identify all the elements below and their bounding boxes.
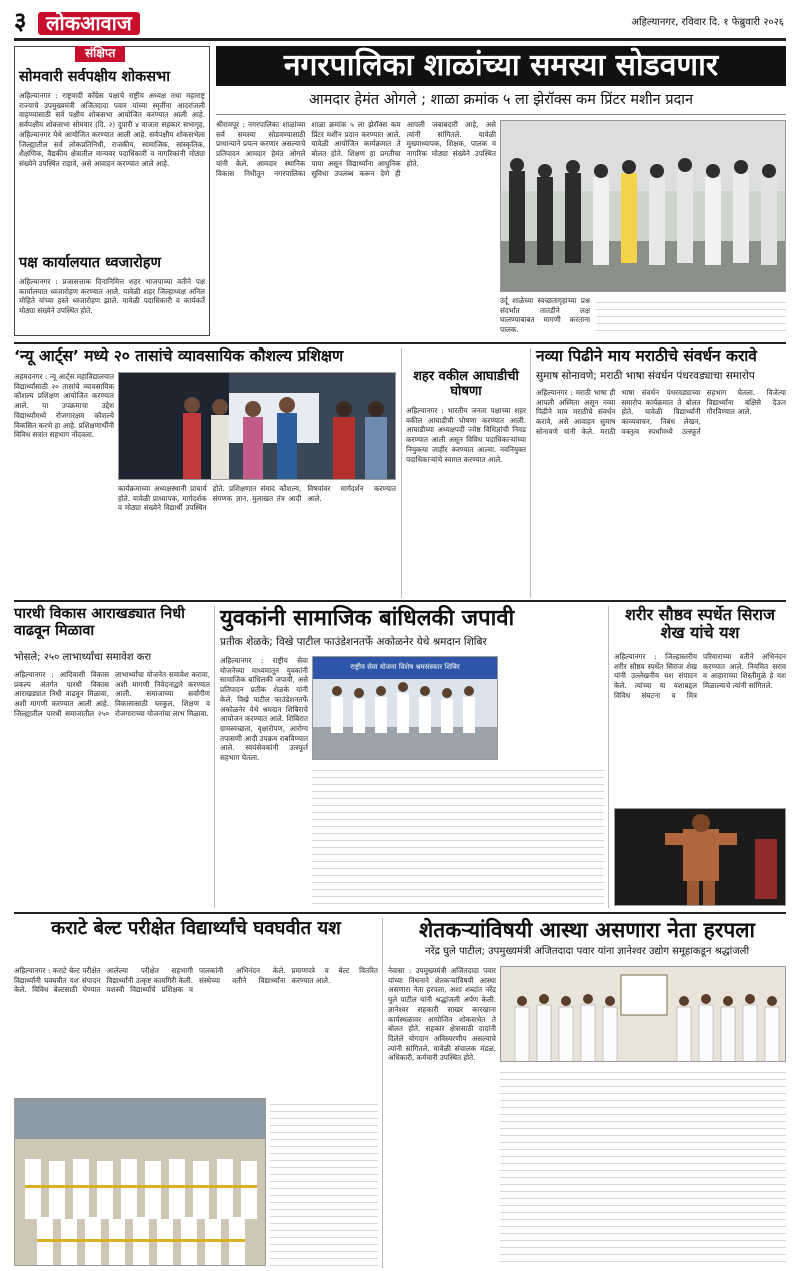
lawyer-headline: शहर वकील आघाडीची घोषणा: [413, 369, 519, 399]
bodybuilding-headline: शरीर सौष्ठव स्पर्धेत सिराज शेख यांचे यश: [625, 605, 775, 643]
skills-body-2: कार्यक्रमाच्या अध्यक्षस्थानी प्राचार्य होते. यावेळी प्राध्यापक, मार्गदर्शक व मोठ्या संख्येने विद्यार्थी उपस्थित होते. प्रशिक्षणात संवाद कौशल्य, संगणक ज्ञान, मुलाखत तंत्र आदी विषयांवर मार्गदर्शन करण्यात आले.: [118, 484, 396, 513]
marathi-subhead: सुमाष सोनावणे; मराठी भाषा संवर्धन पंधरवड्याचा समारोप: [536, 370, 755, 382]
bodybuilding-photo: [614, 808, 786, 906]
youth-body-2: [312, 764, 604, 906]
tribal-headline: पारधी विकास आराखड्यात निधी वाढवून मिळावा: [14, 606, 185, 639]
marathi-headline: नव्या पिढीने माय मराठीचे संवर्धन करावे: [536, 347, 757, 365]
skills-headline: ‘न्यू आर्ट्स’ मध्ये २० तासांचे व्यावसायिक कौशल्य प्रशिक्षण: [14, 347, 344, 365]
farmer-subhead: नरेंद्र घुले पाटील; उपमुख्यमंत्री अजितदादा पवार यांना ज्ञानेश्वर उद्योग समूहाकडून श्रद्धांजली: [424, 946, 750, 957]
masthead: [14, 4, 786, 38]
lead-photo: [500, 120, 786, 292]
youth-banner: राष्ट्रीय सेवा योजना विशेष श्रमसंस्कार शिबिर: [350, 663, 460, 671]
marathi-body: अहिल्यानगर : मराठी भाषा ही आपली अस्मिता असून नव्या पिढीने माय मराठीचे संवर्धन करावे, असे आवाहन सुमाष सोनावणे यांनी केले. मराठी भाषा संवर्धन पंधरवड्याच्या समारोप कार्यक्रमात ते बोलत होते. यावेळी विद्यार्थ्यांनी काव्यवाचन, निबंध लेखन, वक्तृत्व स्पर्धांमध्ये उत्स्फूर्त सहभाग घेतला. विजेत्या विद्यार्थ्यांना बक्षिसे देऊन गौरविण्यात आले.: [536, 388, 786, 436]
youth-body: अहिल्यानगर : राष्ट्रीय सेवा योजनेच्या माध्यमातून युवकांनी सामाजिक बांधिलकी जपावी, असे प्रतिपादन प्रतीक शेळके यांनी केले. विखे पाटील फाउंडेशनतर्फे अकोळनेर येथे श्रमदान शिबिराचे आयोजन करण्यात आले. शिबिरात ग्रामस्वच्छता, वृक्षारोपण, आरोग्य तपासणी आदी उपक्रम राबविण्यात आले. स्वयंसेवकांनी उत्स्फूर्त सहभाग घेतला.: [220, 656, 308, 763]
tribal-subhead: भोसले; २५० लाभार्थ्यांचा समावेश करा: [14, 652, 152, 663]
brief-headline-1: सोमवारी सर्वपक्षीय शोकसभा: [19, 69, 170, 85]
lead-body: श्रीरामपूर : नगरपालिका शाळांच्या सर्व समस्या सोडवण्यासाठी प्राधान्याने प्रयत्न करणार असल्याचे प्रतिपादन आमदार हेमंत ओगले यांनी केले. आमदार स्थानिक विकास निधीतून नगरपालिका शाळा क्रमांक ५ ला झेरॉक्स कम प्रिंटर मशीन प्रदान करण्यात आले. यावेळी आयोजित कार्यक्रमात ते बोलत होते. शिक्षण हा प्रगतीचा पाया असून विद्यार्थ्यांना आधुनिक सुविधा उपलब्ध करून देणे ही आपली जबाबदारी आहे, असे त्यांनी सांगितले. यावेळी मुख्याध्यापक, शिक्षक, पालक व नागरिक मोठ्या संख्येने उपस्थित होते.: [216, 120, 496, 178]
lead-caption: उर्दू शाळेच्या स्वच्छतागृहाच्या प्रश्न संदर्भात तातडीने लक्ष घालण्याबाबत मागणी करताना पालक.: [500, 296, 590, 335]
farmer-headline: शेतकऱ्यांविषयी आस्था असणारा नेता हरपला: [419, 918, 755, 942]
karate-photo: [14, 1098, 266, 1266]
karate-headline: कराटे बेल्ट परीक्षेत विद्यार्थ्यांचे घवघवीत यश: [51, 918, 341, 939]
skills-body-1: अहमदनगर : न्यू आर्ट्स महाविद्यालयात विद्यार्थ्यांसाठी २० तासांचे व्यावसायिक कौशल्य प्रशिक्षण आयोजित करण्यात आले. या उपक्रमाचा उद्देश विद्यार्थ्यांमध्ये रोजगारक्षम कौशल्ये विकसित करणे हा आहे. प्रशिक्षणार्थींनी विविध सत्रांत सहभाग नोंदवला.: [14, 372, 114, 440]
page-number: ३: [14, 7, 27, 35]
lead-body-tail: [596, 296, 786, 336]
farmer-body: नेवासा : उपमुख्यमंत्री अजितदादा पवार यांच्या निधनाने शेतकऱ्यांविषयी आस्था असणारा नेता हरपला, अशा शब्दांत नरेंद्र घुले पाटील यांनी श्रद्धांजली अर्पण केली. ज्ञानेश्वर सहकारी साखर कारखाना कार्यस्थळावर आयोजित शोकसभेत ते बोलत होते. सहकार क्षेत्रासाठी दादांनी दिलेले योगदान अविस्मरणीय असल्याचे त्यांनी सांगितले. यावेळी संचालक मंडळ, अधिकारी, कर्मचारी उपस्थित होते.: [388, 966, 496, 1063]
paper-name: लोकआवाज: [38, 12, 140, 35]
youth-subhead: प्रतीक शेळके; विखे पाटील फाउंडेशनतर्फे अकोळनेर येथे श्रमदान शिबिर: [220, 636, 487, 648]
lawyer-body: अहिल्यानगर : भारतीय जनता पक्षाच्या शहर वकील आघाडीची घोषणा करण्यात आली. आघाडीच्या अध्यक्षपदी ज्येष्ठ विधिज्ञांची निवड करण्यात आली असून विविध पदाधिकाऱ्यांच्या नियुक्त्या जाहीर करण्यात आल्या. नवनियुक्त पदाधिकाऱ्यांचे स्वागत करण्यात आले.: [406, 406, 526, 464]
brief-headline-2: पक्ष कार्यालयात ध्वजारोहण: [19, 255, 161, 271]
dateline: अहिल्यानगर, रविवार दि. १ फेब्रुवारी २०२६: [631, 17, 784, 28]
farmer-body-2: [500, 1066, 786, 1266]
tribal-body: अहिल्यानगर : आदिवासी विकास प्रकल्प अंतर्गत पारधी विकास आराखड्यात निधी वाढवून मिळावा, अशी मागणी करण्यात आली आहे. जिल्ह्यातील पारधी समाजातील २५० लाभार्थ्यांचा योजनेत समावेश करावा, अशी मागणी निवेदनाद्वारे करण्यात आली. समाजाच्या सर्वांगीण विकासासाठी घरकुल, शिक्षण व रोजगाराच्या योजनांचा लाभ मिळावा.: [14, 670, 210, 718]
brief-section: [14, 46, 210, 336]
lead-subhead: आमदार हेमंत ओगले ; शाळा क्रमांक ५ ला झेरॉक्स कम प्रिंटर मशीन प्रदान: [308, 92, 694, 108]
brief-body-2: अहिल्यानगर : प्रजासत्ताक दिनानिमित्त शहर भाजपाच्या वतीने पक्ष कार्यालयात ध्वजारोहण करण्यात आले. यावेळी शहर जिल्हाध्यक्ष अनिल मोहिते यांच्या हस्ते ध्वजारोहण झाले. यावेळी पदाधिकारी व कार्यकर्ते मोठ्या संख्येने उपस्थित होते.: [19, 277, 205, 316]
skills-photo: [118, 372, 396, 480]
brief-body-1: अहिल्यानगर : राष्ट्रवादी काँग्रेस पक्षाचे राष्ट्रीय अध्यक्ष तथा महाराष्ट्र राज्याचे उपमुख्यमंत्री अजितदादा पवार यांच्या स्मृतींना आदरांजली वाहण्यासाठी सर्व पक्षीय शोकसभा आयोजित करण्यात आली आहे. सर्वपक्षीय शोकसभा सोमवार (दि. २) दुपारी ४ वाजता सहकार सभागृह, अहिल्यानगर येथे आयोजित करण्यात आली आहे. सर्वपक्षीय शोकसभेला जिल्ह्यातील सर्व लोकप्रतिनिधी, राजकीय, सामाजिक, सांस्कृतिक, शैक्षणिक, वैद्यकीय क्षेत्रातील मान्यवर पदाधिकारी व नागरिकांनी मोठ्या संख्येने उपस्थित राहावे, असे आवाहन करण्यात आले आहे.: [19, 91, 205, 169]
karate-body: अहिल्यानगर : कराटे बेल्ट परीक्षेत विद्यार्थ्यांनी घवघवीत यश संपादन केले. विविध बेल्टसाठी घेण्यात आलेल्या परीक्षेत सहभागी विद्यार्थ्यांनी उत्कृष्ट कामगिरी केली. यशस्वी विद्यार्थ्यांचे प्रशिक्षक व पालकांनी अभिनंदन केले. संस्थेच्या वतीने विद्यार्थ्यांना प्रमाणपत्रे व बेल्ट वितरित करण्यात आले.: [14, 966, 378, 995]
bodybuilding-body: अहिल्यानगर : जिल्हास्तरीय शरीर सौष्ठव स्पर्धेत सिराज शेख यांनी उल्लेखनीय यश संपादन केले. त्यांच्या या यशाबद्दल विविध संघटना व मित्र परिवाराच्या वतीने अभिनंदन करण्यात आले. नियमित सराव व आहाराच्या शिस्तीमुळे हे यश मिळाल्याचे त्यांनी सांगितले.: [614, 652, 786, 700]
karate-body-2: [270, 1098, 378, 1266]
farmer-photo: [500, 966, 786, 1062]
lead-headline: नगरपालिका शाळांच्या समस्या सोडवणार: [216, 46, 786, 86]
brief-tag: संक्षिप्त: [75, 46, 125, 62]
masthead-rule: [14, 38, 786, 41]
youth-headline: युवकांनी सामाजिक बांधिलकी जपावी: [220, 606, 515, 631]
